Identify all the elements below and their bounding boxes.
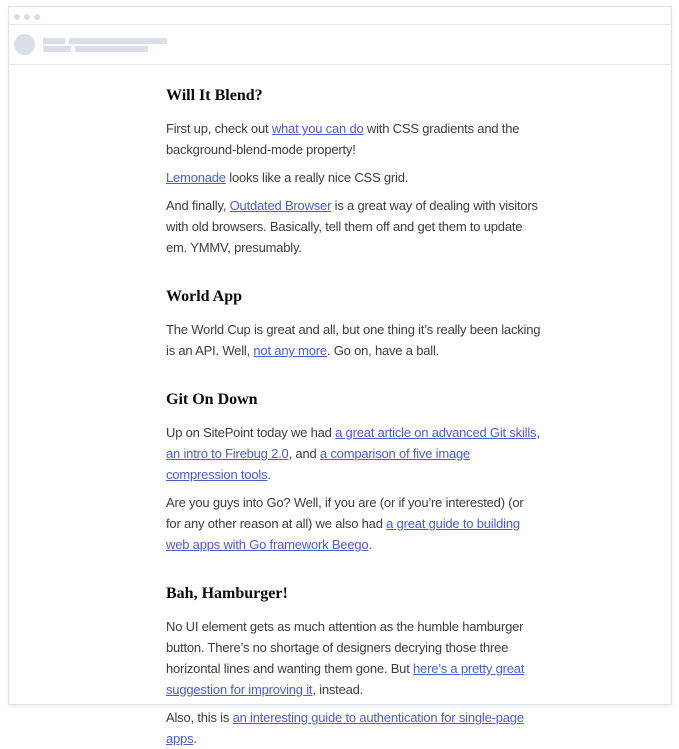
paragraph	[166, 167, 541, 188]
paragraph-text: Up on SitePoint today we had	[166, 425, 336, 440]
inline-link[interactable]: Lemonade	[166, 170, 226, 185]
paragraph-text: . Go on, have a ball.	[326, 343, 440, 358]
paragraph-text: The World Cup is great and all, but one thing it’s really been lacking is an API. Well,	[166, 322, 541, 358]
paragraph-text: First up, check out	[166, 121, 272, 136]
skeleton-bar	[43, 38, 65, 44]
inline-link[interactable]: an intro to Firebug 2.0	[166, 446, 289, 461]
skeleton-bar	[43, 46, 71, 52]
inline-link[interactable]: what you can do	[271, 121, 364, 136]
window-control-dot[interactable]	[14, 14, 20, 20]
sender-header	[9, 25, 671, 65]
paragraph-text: .	[193, 731, 197, 746]
inline-link[interactable]: a comparison of five image compression tools	[166, 446, 471, 482]
paragraph-text: with CSS gradients and the background-blend-mode property!	[166, 121, 520, 157]
newsletter-section	[166, 287, 541, 361]
paragraph-text: Are you guys into Go? Well, if you are (or if you’re interested) (or for any other reason at all) we also had	[166, 495, 524, 531]
paragraph-text: looks like a really nice CSS grid.	[225, 170, 409, 185]
skeleton-bar-row	[43, 46, 167, 52]
window-control-dot[interactable]	[34, 14, 40, 20]
newsletter-body	[166, 86, 541, 749]
skeleton-lines	[43, 38, 167, 52]
section-heading: World App	[166, 288, 243, 305]
inline-link[interactable]: not any more	[253, 343, 327, 358]
paragraph	[166, 707, 541, 749]
skeleton-bar	[69, 38, 167, 44]
paragraph	[166, 492, 541, 555]
newsletter-section	[166, 86, 541, 258]
inline-link[interactable]: Outdated Browser	[229, 198, 332, 213]
section-heading: Will It Blend?	[166, 87, 263, 104]
window-controls	[14, 7, 44, 25]
paragraph-text: , and	[288, 446, 320, 461]
paragraph	[166, 195, 541, 258]
email-content	[9, 65, 671, 749]
inline-link[interactable]: a great article on advanced Git skills	[335, 425, 537, 440]
paragraph-text: , instead.	[312, 682, 364, 697]
paragraph-text: ,	[536, 425, 540, 440]
section-heading: Bah, Hamburger!	[166, 585, 288, 602]
paragraph-text: .	[368, 537, 372, 552]
skeleton-bar	[75, 46, 148, 52]
newsletter-section	[166, 390, 541, 555]
paragraph	[166, 319, 541, 361]
paragraph-text: .	[267, 467, 271, 482]
paragraph	[166, 422, 541, 485]
window-control-dot[interactable]	[24, 14, 30, 20]
newsletter-section	[166, 584, 541, 749]
paragraph	[166, 616, 541, 700]
section-heading: Git On Down	[166, 391, 258, 408]
inline-link[interactable]: a great guide to building web apps with Go framework Beego	[166, 516, 520, 552]
paragraph-text: is a great way of dealing with visitors with old browsers. Basically, tell them off and get them to update em. YMMV, presumably.	[166, 198, 538, 255]
paragraph-text: Also, this is	[166, 710, 233, 725]
inline-link[interactable]: here’s a pretty great suggestion for improving it	[166, 661, 525, 697]
paragraph-text: No UI element gets as much attention as the humble hamburger button. There’s no shortage of designers decrying those three horizontal lines and wanting them gone. But	[166, 619, 524, 676]
inline-link[interactable]: an interesting guide to authentication for single-page apps	[166, 710, 524, 746]
paragraph	[166, 118, 541, 160]
skeleton-bar-row	[43, 38, 167, 44]
avatar	[14, 34, 35, 55]
window-titlebar	[9, 7, 671, 25]
paragraph-text: And finally,	[166, 198, 230, 213]
browser-window	[8, 6, 672, 746]
